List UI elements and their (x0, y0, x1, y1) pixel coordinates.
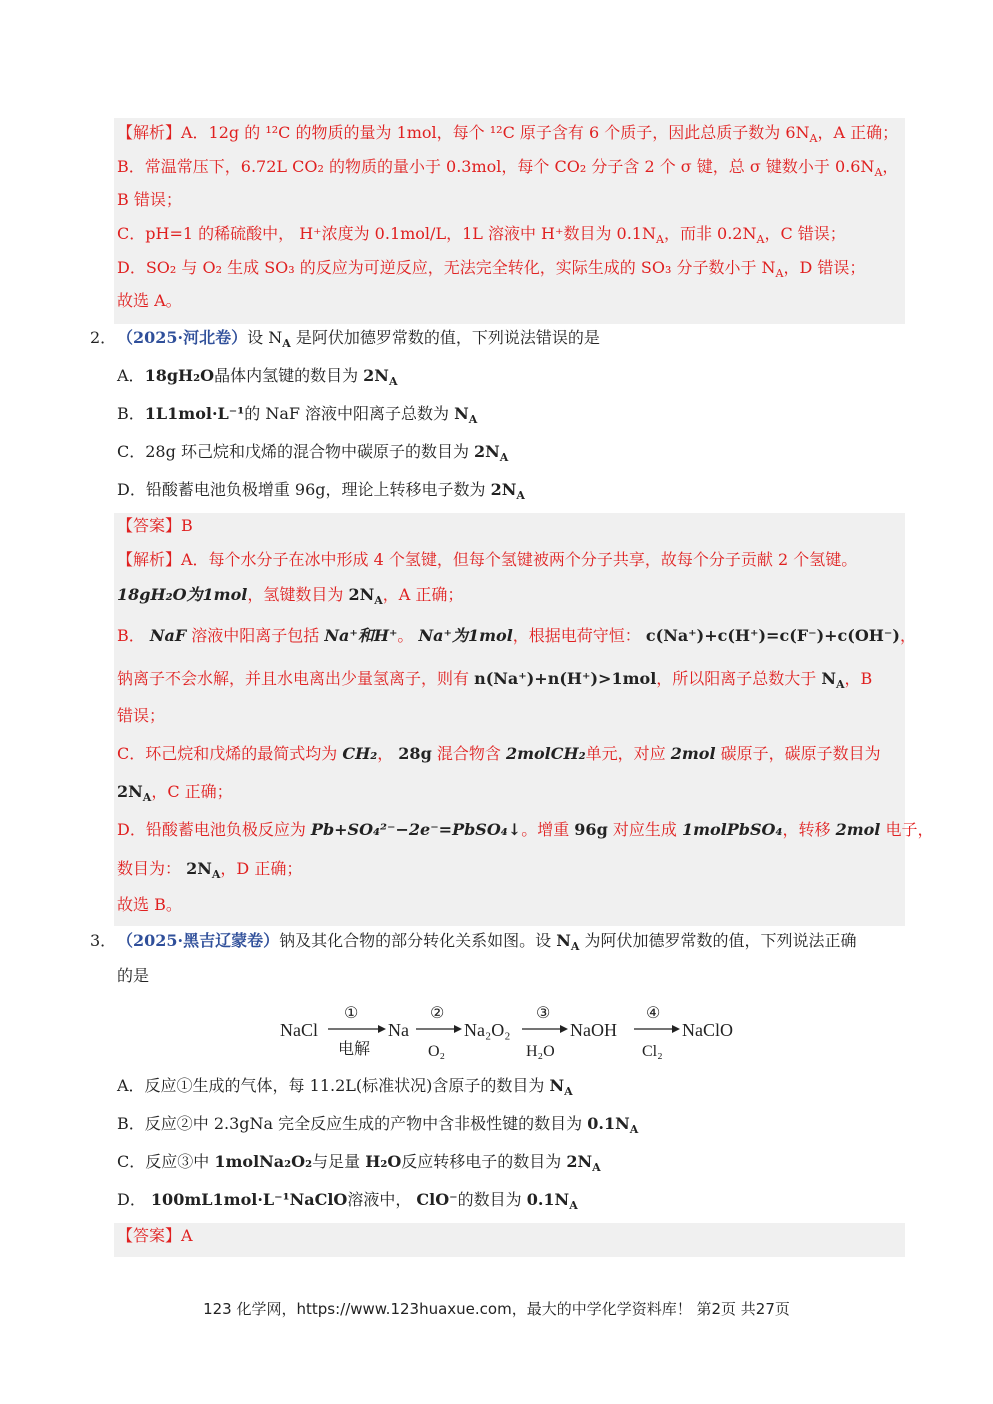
q2-answer: 【答案】B (117, 516, 193, 535)
q2-option-c[interactable] (117, 441, 508, 469)
text: 的数目为 (457, 1190, 527, 1209)
value: 28g (398, 744, 432, 763)
species-naclo: NaClO (682, 1020, 733, 1040)
question-3-stem-line-2: 的是 (117, 966, 150, 985)
text: ， (377, 744, 399, 763)
text: A．反应①生成的气体，每 11.2L(标准状况)含原子的数目为 (117, 1076, 550, 1095)
text: 溶液中， (347, 1190, 417, 1209)
value: 2mol (670, 744, 716, 763)
q2-analysis-c-line-2 (117, 781, 905, 809)
arrow-2-head (454, 1025, 462, 1033)
value: N (821, 669, 836, 688)
value: 2N (348, 585, 375, 604)
step-3-marker: ③ (536, 1005, 551, 1022)
value: N (556, 931, 571, 950)
text: ，D 正确； (220, 859, 303, 878)
formula: 1molNa₂O₂ (214, 1152, 313, 1171)
subscript: A (592, 1161, 601, 1175)
q1-analysis-line-1 (117, 122, 905, 150)
text: ，转移 (782, 820, 836, 839)
text: B．常温常压下，6.72L CO₂ 的物质的量小于 0.3mol，每个 CO₂ 分子含 2 个 σ 键，总 σ 键数小于 0.6N (117, 157, 875, 176)
species-na: Na (388, 1020, 409, 1040)
option-label: A． (117, 366, 145, 385)
page-footer: 123 化学网，https://www.123huaxue.com，最大的中学化学资料库！ 第2页 共27页 (203, 1300, 790, 1318)
q2-option-d[interactable] (117, 479, 525, 507)
question-2-number: 2． (90, 328, 117, 347)
question-3-stem (117, 930, 905, 958)
subscript: A (809, 132, 818, 146)
text: ，氢键数目为 (247, 585, 349, 604)
text: 。 (397, 626, 419, 645)
text: B．反应②中 2.3gNa 完全反应生成的产物中含非极性键的数目为 (117, 1114, 588, 1133)
text: 钠离子不会水解，并且水电离出少量氢离子，则有 (117, 669, 475, 688)
question-source: （2025·黑吉辽蒙卷） (117, 931, 280, 950)
subscript: A (142, 791, 152, 805)
q2-analysis-a-line-2 (117, 584, 905, 612)
text: 对应生成 (607, 820, 682, 839)
q2-analysis-a-line-1: 【解析】A．每个水分子在冰中形成 4 个氢键，但每个氢键被两个分子共享，故每个分子贡献 2 个氢键。 (117, 550, 858, 569)
formula: 2molCH₂ (505, 744, 586, 763)
value: 2N (117, 782, 143, 801)
text: ，C 正确； (151, 782, 233, 801)
text: C．pH=1 的稀硫酸中， H⁺浓度为 0.1mol/L，1L 溶液中 H⁺数目为 0.1N (117, 224, 656, 243)
text: 的 NaF 溶液中阳离子总数为 (244, 404, 455, 423)
text: 。增重 (521, 820, 575, 839)
value: 2N (363, 366, 389, 385)
text: 是阿伏加德罗常数的值，下列说法错误的是 (290, 328, 600, 347)
subscript: A (835, 678, 845, 692)
subscript: A (570, 940, 580, 954)
value: 2mol (835, 820, 881, 839)
q2-option-a[interactable] (117, 365, 397, 393)
formula: ClO⁻ (416, 1190, 458, 1209)
formula: 1L1mol·L⁻¹ (144, 404, 245, 423)
text: 单元，对应 (585, 744, 671, 763)
q2-option-b[interactable] (117, 403, 477, 431)
species-nacl: NaCl (280, 1020, 318, 1040)
formula: NaF (149, 626, 187, 645)
q1-analysis-line-3: B 错误； (117, 190, 182, 209)
value: 2N (566, 1152, 593, 1171)
condition-1: 电解 (338, 1041, 371, 1058)
value: 96g (574, 820, 608, 839)
q2-analysis-b-line-1 (117, 625, 916, 647)
text: 溶液中阳离子包括 (186, 626, 325, 645)
subscript: A (874, 166, 883, 180)
condition-2: O₂ (428, 1043, 446, 1060)
q1-analysis-line-4 (117, 223, 905, 251)
formula: 18gH₂O为1mol (117, 585, 248, 604)
arrow-3-head (560, 1025, 568, 1033)
question-3-number: 3． (90, 931, 117, 950)
step-1-marker: ① (344, 1005, 359, 1022)
option-label: D． (117, 480, 146, 499)
text: 与足量 (312, 1152, 366, 1171)
text: ，C 错误； (764, 224, 846, 243)
formula: Na⁺为1mol (418, 626, 513, 645)
text: 晶体内氢键的数目为 (214, 366, 364, 385)
value: N (549, 1076, 565, 1095)
subscript: A (569, 1199, 578, 1213)
subscript: A (211, 868, 221, 882)
text: 混合物含 (431, 744, 506, 763)
q2-analysis-b-line-2 (117, 668, 905, 696)
text: 反应转移电子的数目为 (401, 1152, 567, 1171)
text: ，所以阳离子总数大于 (656, 669, 822, 688)
q3-answer: 【答案】A (117, 1226, 193, 1245)
subscript: A (629, 1123, 639, 1137)
subscript: A (756, 233, 765, 247)
condition-3: H₂O (526, 1043, 555, 1060)
formula: 1molPbSO₄ (681, 820, 783, 839)
q2-analysis-c-line-1 (117, 743, 905, 765)
subscript: A (388, 375, 398, 389)
text: 设 N (247, 328, 283, 347)
text: ，根据电荷守恒： (512, 626, 646, 645)
subscript: A (499, 451, 509, 465)
text: C．反应③中 (117, 1152, 215, 1171)
text: ，B (844, 669, 873, 688)
value: 2N (474, 442, 500, 461)
option-label: C． (117, 442, 146, 461)
subscript: A (282, 337, 291, 351)
species-na2o2: Na₂O₂ (464, 1020, 511, 1040)
q1-analysis-line-2 (117, 156, 905, 184)
value: N (454, 404, 469, 423)
q2-analysis-conclusion: 故选 B。 (117, 895, 182, 914)
q3-option-d[interactable] (117, 1189, 578, 1217)
question-source: （2025·河北卷） (117, 328, 248, 347)
text: ， (899, 626, 916, 645)
subscript: A (516, 489, 525, 503)
subscript: A (468, 413, 478, 427)
value: 2N (186, 859, 212, 878)
q3-option-a[interactable] (117, 1075, 573, 1103)
option-label: B． (117, 404, 145, 423)
text: 电子， (880, 820, 934, 839)
formula: CH₂ (342, 744, 378, 763)
subscript: A (655, 233, 664, 247)
text: 钠及其化合物的部分转化关系如图。设 (279, 931, 557, 950)
text: ，D 错误； (783, 258, 866, 277)
formula: H₂O (365, 1152, 402, 1171)
reaction-diagram (278, 1000, 748, 1062)
step-4-marker: ④ (646, 1005, 661, 1022)
q2-analysis-d-line-1 (117, 819, 934, 841)
subscript: A (775, 267, 784, 281)
q1-analysis-line-6: 故选 A。 (117, 291, 182, 310)
formula: 18gH₂O (144, 366, 215, 385)
text: ，A 正确； (817, 123, 899, 142)
formula: Na⁺和H⁺ (324, 626, 398, 645)
text: 为阿伏加德罗常数的值，下列说法正确 (579, 931, 857, 950)
q1-analysis-line-5 (117, 257, 905, 285)
arrow-4-head (672, 1025, 680, 1033)
text: ， (882, 157, 899, 176)
value: 0.1N (526, 1190, 570, 1209)
q3-option-c[interactable] (117, 1151, 601, 1179)
value: 2N (490, 480, 517, 499)
question-2-stem (117, 327, 905, 355)
subscript: A (374, 594, 383, 608)
equation: Pb+SO₄²⁻−2e⁻=PbSO₄↓ (310, 820, 522, 839)
species-naoh: NaOH (570, 1020, 617, 1040)
text: D．铅酸蓄电池负极反应为 (117, 820, 311, 839)
arrow-1-head (378, 1025, 386, 1033)
q2-analysis-b-line-3: 错误； (117, 706, 166, 725)
q2-analysis-d-line-2 (117, 858, 905, 886)
text: 铅酸蓄电池负极增重 96g，理论上转移电子数为 (145, 480, 491, 499)
text: 数目为： (117, 859, 187, 878)
text: 28g 环己烷和戊烯的混合物中碳原子的数目为 (145, 442, 475, 461)
text: ，而非 0.2N (663, 224, 757, 243)
equation: c(Na⁺)+c(H⁺)=c(F⁻)+c(OH⁻) (645, 626, 900, 645)
text: 碳原子，碳原子数目为 (715, 744, 881, 763)
condition-4: Cl₂ (642, 1043, 663, 1060)
step-2-marker: ② (430, 1005, 445, 1022)
q3-option-b[interactable] (117, 1113, 638, 1141)
text: D．SO₂ 与 O₂ 生成 SO₃ 的反应为可逆反应，无法完全转化，实际生成的 SO₃ 分子数小于 N (117, 258, 776, 277)
text: ，A 正确； (382, 585, 464, 604)
text: B． (117, 626, 150, 645)
text: C．环己烷和戊烯的最简式均为 (117, 744, 343, 763)
equation: n(Na⁺)+n(H⁺)>1mol (474, 669, 657, 688)
subscript: A (564, 1085, 573, 1099)
text: 【解析】A．12g 的 ¹²C 的物质的量为 1mol，每个 ¹²C 原子含有 6 个质子，因此总质子数为 6N (117, 123, 810, 142)
formula: 100mL1mol·L⁻¹NaClO (150, 1190, 348, 1209)
value: 0.1N (587, 1114, 630, 1133)
text: D． (117, 1190, 151, 1209)
